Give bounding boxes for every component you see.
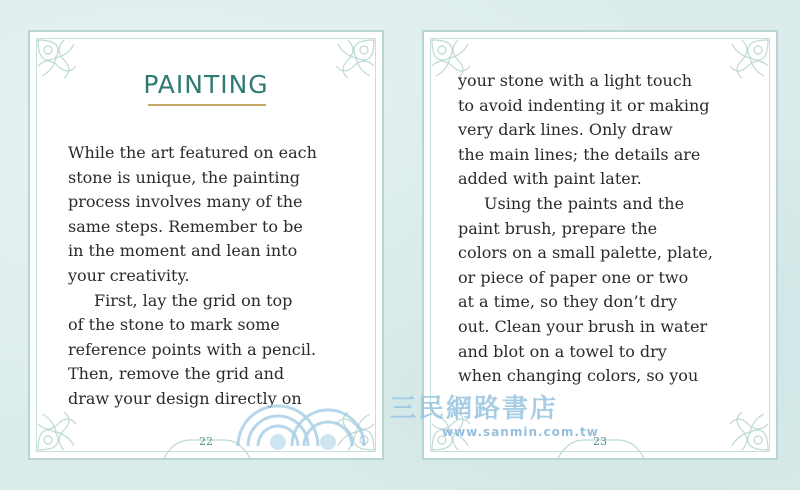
text-line: or piece of paper one or two [458,267,689,287]
text-line: out. Clean your brush in water [458,316,708,336]
text-line: and blot on a towel to dry [458,341,667,361]
text-line: very dark lines. Only draw [458,120,673,140]
page-number: 22 [199,435,213,448]
text-line: added with paint later. [458,169,642,189]
body-text [458,69,758,389]
text-line: colors on a small palette, plate, [458,243,713,263]
section-heading: PAINTING [143,70,269,99]
left-page [28,30,384,460]
heading-underline [148,104,266,106]
page-number: 23 [593,435,607,448]
text-line: in the moment and lean into [68,241,298,261]
text-line: when changing colors, so you [458,366,699,386]
text-line: your stone with a light touch [458,71,693,90]
text-line: at a time, so they don’t dry [458,292,678,312]
right-page [422,30,778,460]
text-line: draw your design directly on [68,388,302,408]
text-line: First, lay the grid on top [94,290,293,310]
watermark-title: 三民網路書店 [390,394,559,424]
text-line: paint brush, prepare the [458,218,658,238]
body-text [68,141,358,412]
text-line: your creativity. [68,265,190,285]
watermark-url: www.sanmin.com.tw [442,425,599,439]
text-line: stone is unique, the painting [68,167,301,187]
text-line: of the stone to mark some [68,315,280,335]
text-line: Then, remove the grid and [68,364,285,384]
text-line: to avoid indenting it or making [458,95,710,115]
text-line: same steps. Remember to be [68,216,303,236]
text-line: the main lines; the details are [458,144,701,164]
text-line: process involves many of the [68,192,303,212]
text-line: Using the paints and the [484,193,685,213]
text-line: reference points with a pencil. [68,339,317,359]
text-line: While the art featured on each [68,143,317,162]
